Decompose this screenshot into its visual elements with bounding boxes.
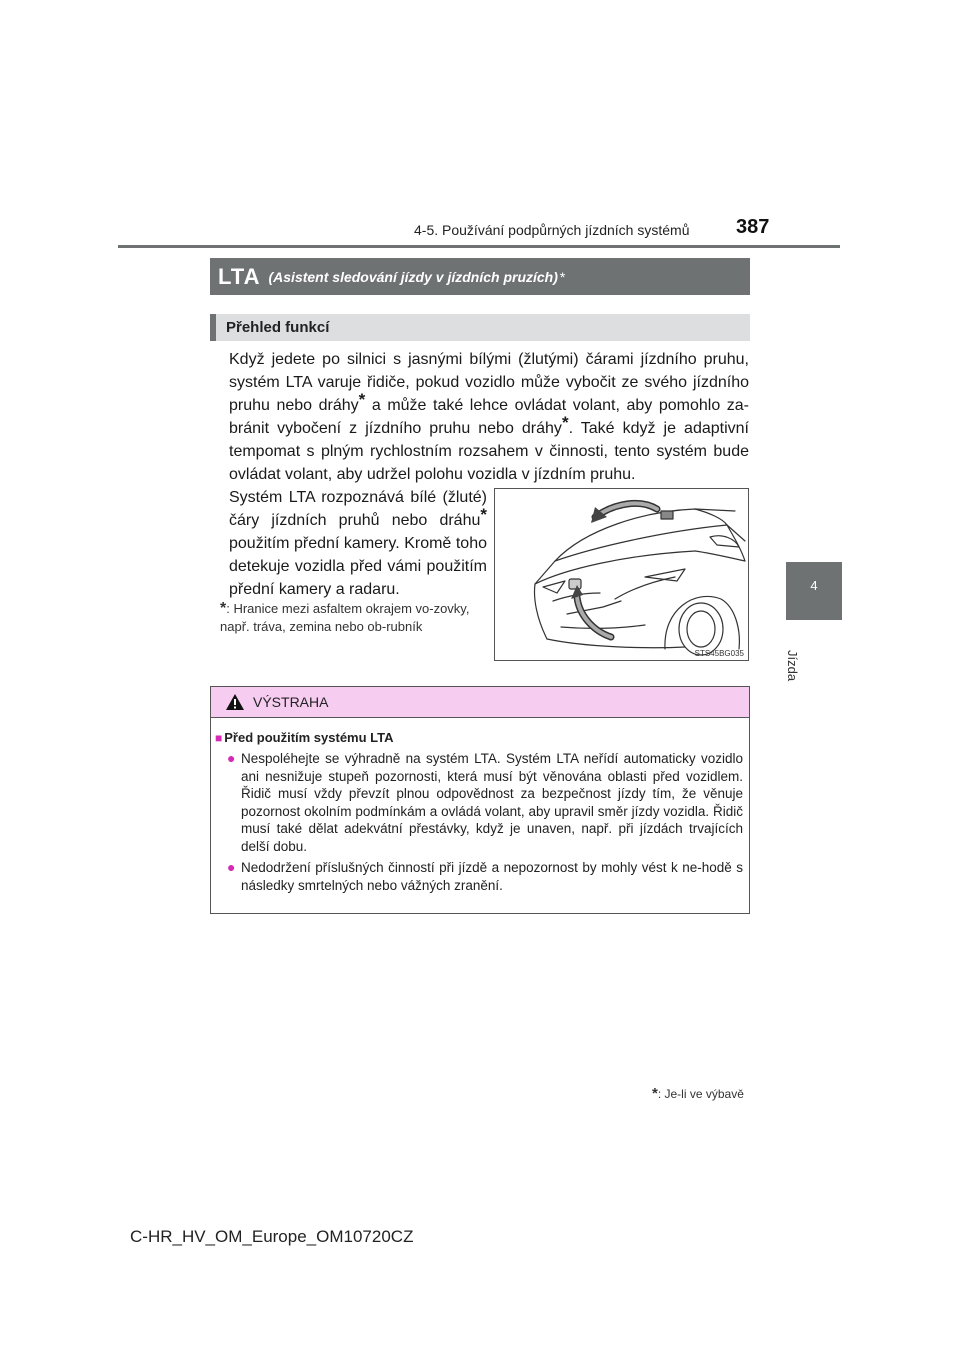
availability-text: : Je-li ve výbavě xyxy=(657,1087,744,1101)
warning-label: VÝSTRAHA xyxy=(253,694,329,710)
title-mark: * xyxy=(559,268,566,285)
square-bullet-icon: ■ xyxy=(215,731,223,745)
header-rule xyxy=(118,245,840,248)
chapter-label: Jízda xyxy=(785,650,800,682)
warning-bullet xyxy=(227,750,743,855)
chapter-number: 4 xyxy=(810,578,818,593)
footnote-text: : Hranice mezi asfaltem okrajem vo-zovky, např. tráva, zemina nebo ob-rubník xyxy=(220,601,470,634)
page-number: 387 xyxy=(736,216,770,238)
asterisk-mark: * xyxy=(358,390,366,409)
warning-bullet-text: Nedodržení příslušných činností při jízdě a nepozornost by mohly vést k ne-hodě s následky smrtelných nebo vážných zranění. xyxy=(241,860,743,893)
warning-triangle-icon xyxy=(225,693,245,711)
bullet-dot-icon: ● xyxy=(227,750,236,766)
title-main: LTA xyxy=(218,263,261,289)
warning-bullet xyxy=(227,859,743,894)
car-drawing xyxy=(495,489,748,660)
detection-paragraph xyxy=(229,486,487,601)
title-sub: (Asistent sledování jízdy v jízdních pruzích) xyxy=(268,268,558,285)
document-id: C-HR_HV_OM_Europe_OM10720CZ xyxy=(130,1227,414,1246)
availability-mark: * xyxy=(652,1085,658,1102)
subheading-bar xyxy=(210,314,750,341)
footnote xyxy=(220,600,490,636)
figure-code: STS45BG035 xyxy=(694,649,744,658)
footnote-mark: * xyxy=(220,600,227,617)
title-bar xyxy=(210,258,750,295)
intro-text-3: . Také když je adaptivní tempomat s plným rychlostním rozsahem v činnosti, tento systém bude ovládat volant, aby udržel polohu vozidla v jízdním pruhu. xyxy=(229,420,749,483)
intro-text-1: Když jedete po silnici s jasnými bílými (žlutými) čárami jízdního pruhu, systém LTA varuje řidiče, pokud vozidlo může vybočit ze svého jízdního pruhu nebo dráhy xyxy=(229,351,749,414)
warning-bullet-text: Nespoléhejte se výhradně na systém LTA. Systém LTA neřídí automaticky vozidlo ani nesnižuje stupeň pozornosti, která musí být věnována oblasti před vozidlem. Řidič musí vždy převzít plnou odpovědnost za bezpečnost jízdy tím, že věnuje pozornost okolním podmínkám a ovládá volant, aby upravil směr jízdy vozidla. Řidič musí také dělat adekvátní přestávky, když je unaven, např. při jízdách trvajících delší dobu. xyxy=(241,751,743,854)
chapter-label-wrap xyxy=(778,630,806,690)
section-title: 4-5. Používání podpůrných jízdních systémů xyxy=(414,222,690,238)
warning-subheading-text: Před použitím systému LTA xyxy=(224,730,394,745)
availability-note xyxy=(652,1085,744,1102)
detection-text-2: použitím přední kamery. Kromě toho detekuje vozidla před vámi použitím přední kamery a radaru. xyxy=(229,535,487,598)
intro-paragraph xyxy=(229,348,749,486)
subheading: Přehled funkcí xyxy=(226,319,330,336)
warning-box xyxy=(210,686,750,914)
asterisk-mark: * xyxy=(561,413,569,432)
warning-header xyxy=(211,687,749,718)
car-illustration xyxy=(494,488,749,661)
bullet-dot-icon: ● xyxy=(227,859,236,875)
asterisk-mark: * xyxy=(480,505,487,524)
warning-subheading xyxy=(215,730,394,745)
detection-text-1: Systém LTA rozpoznává bílé (žluté) čáry jízdních pruhů nebo dráhu xyxy=(229,489,487,529)
intro-text-2: a může také lehce ovládat volant, aby pomohlo za-bránit vybočení z jízdního pruhu nebo dráhy xyxy=(229,397,750,437)
